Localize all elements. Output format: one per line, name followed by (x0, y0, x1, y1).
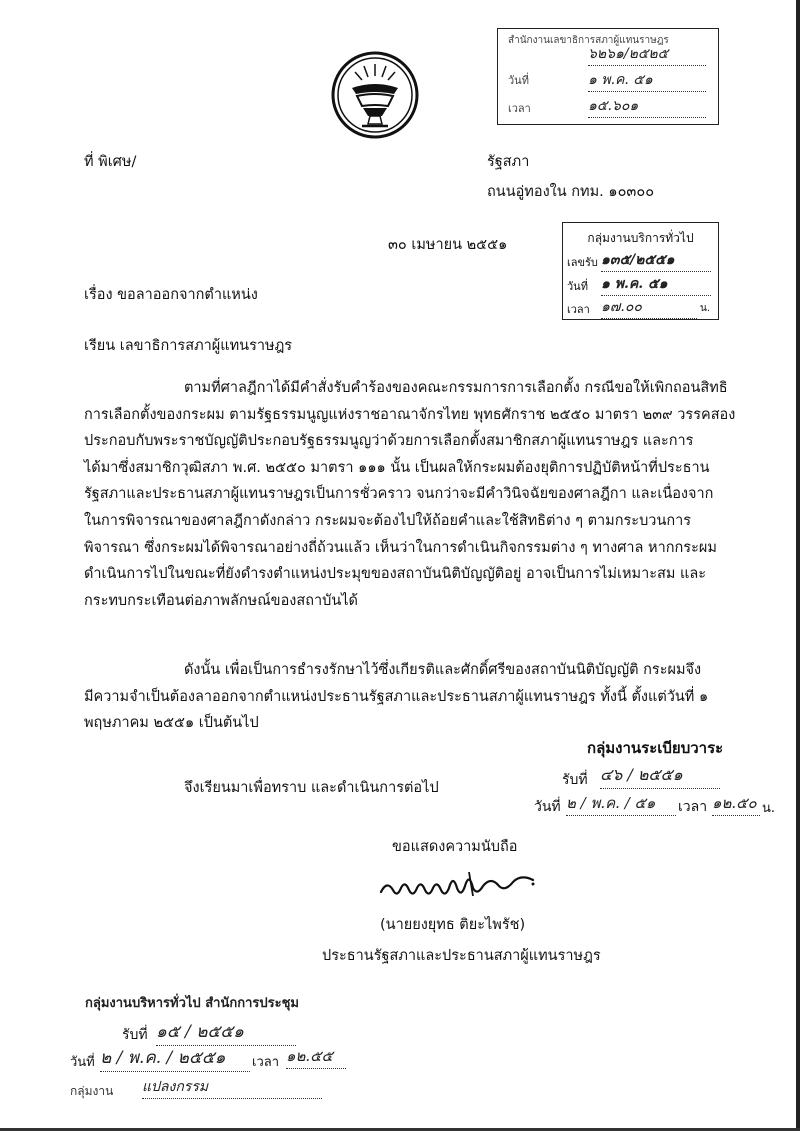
bottom-stamp-date-label: วันที่ (70, 1055, 95, 1070)
bottom-stamp-row1: กลุ่มงานบริหารทั่วไป สำนักการประชุม (85, 996, 299, 1011)
agenda-stamp-title: กลุ่มงานระเบียบวาระ (587, 739, 724, 757)
signer-name: (นายยงยุทธ ติยะไพรัช) (380, 917, 526, 933)
agenda-time-value: ๑๒.๕๐ (712, 791, 760, 816)
bottom-stamp-received-value: ๑๕ / ๒๕๕๑ (156, 1018, 296, 1046)
signature-image (373, 862, 543, 912)
paragraph-1-line: ตามที่ศาลฎีกาได้มีคำสั่งรับคำร้องของคณะกรรมการการเลือกตั้ง กรณีขอให้เพิกถอนสิทธิ (184, 380, 728, 396)
paragraph-1-line: ได้มาซึ่งสมาชิกวุฒิสภา พ.ศ. ๒๕๕๐ มาตรา ๑๑๑ นั้น เป็นผลให้กระผมต้องยุติการปฏิบัติหน้าที่ประธาน (84, 459, 710, 476)
paragraph-1-line: ในการพิจารณาของศาลฎีกาดังกล่าว กระผมจะต้องไปให้ถ้อยคำและใช้สิทธิต่าง ๆ ตามกระบวนการ (84, 512, 692, 529)
bottom-stamp-row4-label: กลุ่มงาน (70, 1084, 114, 1098)
general-affairs-received-value: ๑๓๕/๒๕๕๑ (601, 249, 711, 272)
top-stamp-row1-label: สำนักงานเลขาธิการสภาผู้แทนราษฎร (508, 35, 669, 46)
agenda-time-unit: น. (762, 801, 776, 816)
paragraph-2-line: ดังนั้น เพื่อเป็นการธำรงรักษาไว้ซึ่งเกียรติและศักดิ์ศรีของสถาบันนิติบัญญัติ กระผมจึง (184, 662, 702, 678)
top-stamp-row2-label: วันที่ (508, 74, 529, 87)
paragraph-1-line: รัฐสภาและประธานสภาผู้แทนราษฎรเป็นการชั่วคราว จนกว่าจะมีคำวินิจฉัยของศาลฎีกา และเนื่องจาก (84, 486, 714, 503)
bottom-stamp-row4-value: แปลงกรรม (142, 1076, 322, 1099)
top-stamp-row2-value: ๑ พ.ค. ๕๑ (588, 69, 706, 92)
top-stamp-row3-label: เวลา (508, 102, 531, 115)
agenda-received-label: รับที่ (562, 772, 588, 788)
bottom-stamp-received-label: รับที่ (122, 1027, 148, 1043)
letter-subject: เรื่อง ขอลาออกจากตำแหน่ง (84, 287, 258, 303)
general-affairs-received-label: เลขรับ (567, 256, 598, 269)
agenda-time-label: เวลา (678, 799, 708, 815)
general-affairs-stamp (562, 222, 719, 320)
sender-address: ถนนอู่ทองใน กทม. ๑๐๓๐๐ (487, 184, 655, 200)
general-affairs-time-unit: น. (700, 303, 711, 314)
regards: ขอแสดงความนับถือ (392, 839, 518, 855)
agenda-received-value: ๔๖ / ๒๕๕๑ (600, 763, 720, 789)
bottom-stamp-date-value: ๒ / พ.ค. / ๒๕๕๑ (100, 1044, 250, 1072)
agenda-date-label: วันที่ (534, 799, 561, 815)
top-stamp-row3-value: ๑๕.๖๐๑ (588, 95, 706, 118)
paragraph-1-line: การเลือกตั้งของกระผม ตามรัฐธรรมนูญแห่งราชอาณาจักรไทย พุทธศักราช ๒๕๕๐ มาตรา ๒๓๙ วรรคสอง (84, 406, 736, 423)
sender-org: รัฐสภา (487, 154, 530, 170)
paragraph-2-line: พฤษภาคม ๒๕๕๑ เป็นต้นไป (84, 715, 259, 732)
scan-edge-right (796, 0, 800, 1131)
general-affairs-time-label: เวลา (567, 303, 590, 316)
bottom-stamp-time-value: ๑๒.๕๕ (286, 1044, 346, 1069)
paragraph-2 (84, 657, 714, 737)
letter-salutation: เรียน เลขาธิการสภาผู้แทนราษฎร (84, 338, 293, 354)
paragraph-1 (84, 375, 736, 614)
agenda-date-value: ๒ / พ.ค. / ๕๑ (566, 791, 676, 816)
closing-line: จึงเรียนมาเพื่อทราบ และดำเนินการต่อไป (184, 780, 439, 796)
reference-number: ที่ พิเศษ/ (84, 154, 137, 170)
general-affairs-stamp-title: กลุ่มงานบริการทั่วไป (587, 231, 694, 245)
signer-title: ประธานรัฐสภาและประธานสภาผู้แทนราษฎร (322, 948, 601, 964)
paragraph-1-line: ดำเนินการไปในขณะที่ยังดำรงตำแหน่งประมุขของสถาบันนิติบัญญัติอยู่ อาจเป็นการไม่เหมาะสม และ (84, 566, 707, 583)
receipt-stamp-top (497, 28, 719, 125)
general-affairs-date-value: ๑ พ.ค. ๕๑ (601, 273, 711, 296)
top-stamp-row1-value: ๖๒๖๑/๒๕๒๕ (588, 43, 706, 66)
bottom-stamp-time-label: เวลา (252, 1055, 280, 1070)
paragraph-1-line: ประกอบกับพระราชบัญญัติประกอบรัฐธรรมนูญว่าด้วยการเลือกตั้งสมาชิกสภาผู้แทนราษฎร และการ (84, 433, 694, 450)
general-affairs-date-label: วันที่ (567, 280, 588, 293)
letter-date: ๓๐ เมษายน ๒๕๕๑ (388, 237, 508, 253)
paragraph-1-line: กระทบกระเทือนต่อภาพลักษณ์ของสถาบันได้ (84, 592, 358, 609)
paragraph-1-line: พิจารณา ซึ่งกระผมได้พิจารณาอย่างถี่ถ้วนแล้ว เห็นว่าในการดำเนินกิจกรรมต่าง ๆ ทางศาล หากกระผม (84, 539, 717, 556)
parliament-emblem-icon (330, 50, 420, 140)
general-affairs-time-value: ๑๗.๐๐ (601, 296, 697, 319)
paragraph-2-line: มีความจำเป็นต้องลาออกจากตำแหน่งประธานรัฐสภาและประธานสภาผู้แทนราษฎร ทั้งนี้ ตั้งแต่วันที่ ๑ (84, 688, 709, 705)
bottom-receipt-stamp (60, 988, 360, 1108)
agenda-stamp (534, 736, 780, 826)
